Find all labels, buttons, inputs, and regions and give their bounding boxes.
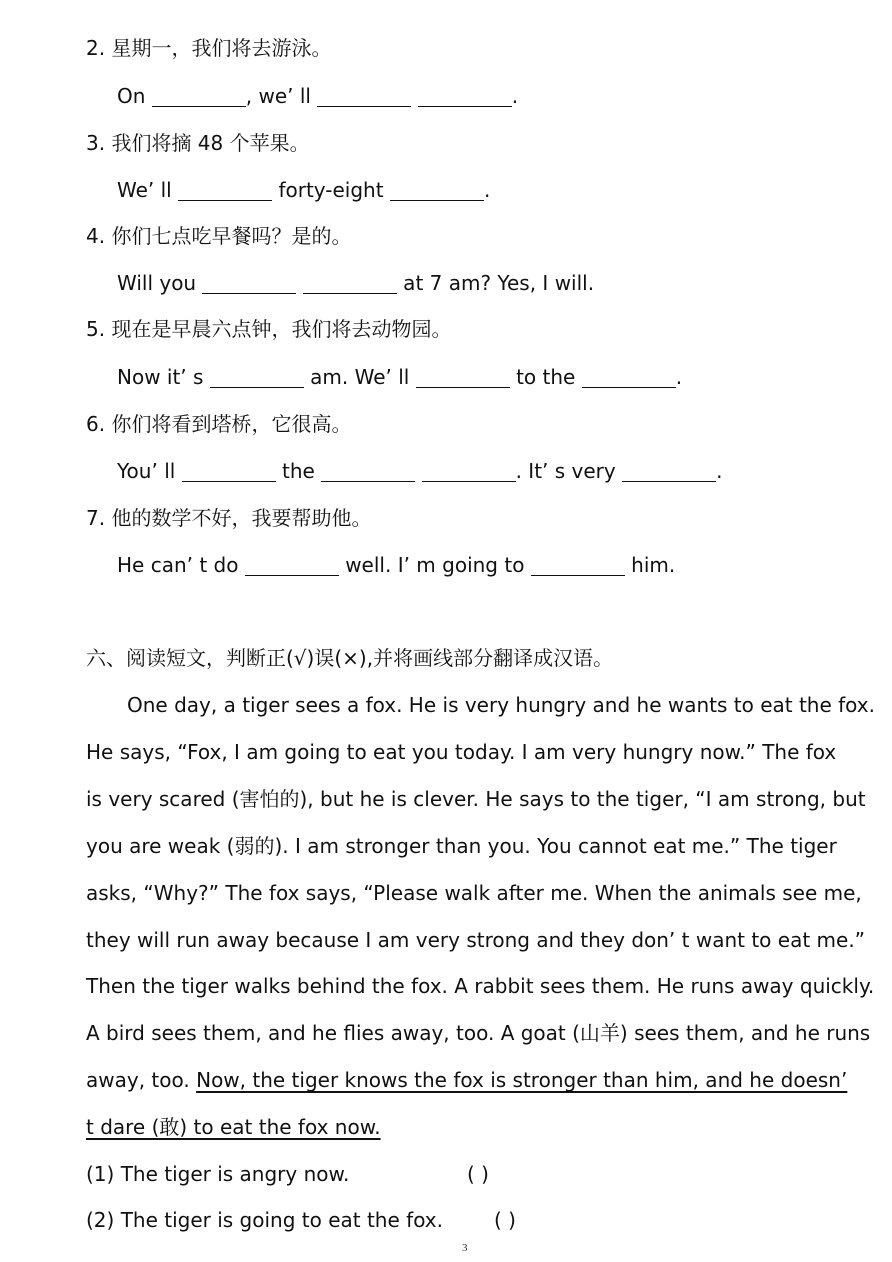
passage-line	[86, 1113, 856, 1141]
passage-line: you are weak (弱的). I am stronger than you. You cannot eat me.” The tiger	[86, 834, 837, 858]
question-prompt	[86, 129, 310, 157]
answer-blank[interactable]	[182, 459, 276, 482]
question-prompt	[86, 222, 351, 250]
question-prompt	[86, 504, 371, 532]
judgment-statement: (2) The tiger is going to eat the fox.	[86, 1208, 444, 1232]
underlined-sentence: Now, the tiger knows the fox is stronger than him, and he doesn’	[196, 1068, 848, 1092]
chinese-sentence: 他的数学不好，我要帮助他。	[111, 506, 372, 530]
question-number: 3.	[86, 131, 106, 155]
chinese-sentence: 现在是早晨六点钟，我们将去动物园。	[111, 317, 452, 341]
question-prompt	[86, 315, 451, 343]
question-number: 2.	[86, 36, 106, 60]
chinese-sentence: 你们七点吃早餐吗？是的。	[111, 224, 352, 248]
answer-blank[interactable]	[582, 365, 676, 388]
answer-blank[interactable]	[422, 459, 516, 482]
answer-blank[interactable]	[202, 271, 296, 294]
answer-blank[interactable]	[418, 84, 512, 107]
question-prompt	[86, 34, 331, 62]
answer-blank[interactable]	[178, 178, 272, 201]
chinese-sentence: 你们将看到塔桥，它很高。	[111, 412, 352, 436]
answer-line: Will you at 7 am? Yes, I will.	[117, 271, 595, 295]
answer-parentheses[interactable]: ( )	[467, 1162, 489, 1186]
answer-line: We’ ll forty-eight .	[117, 178, 491, 202]
passage-line: is very scared (害怕的), but he is clever. He says to the tiger, “I am strong, but	[86, 787, 866, 811]
passage-line: A bird sees them, and he flies away, too. A goat (山羊) sees them, and he runs	[86, 1021, 871, 1045]
passage-line: they will run away because I am very strong and they don’ t want to eat me.”	[86, 928, 866, 952]
answer-line: He can’ t do well. I’ m going to him.	[117, 553, 676, 577]
page-number: 3	[462, 1242, 468, 1254]
passage-line: He says, “Fox, I am going to eat you today. I am very hungry now.” The fox	[86, 740, 837, 764]
answer-blank[interactable]	[390, 178, 484, 201]
passage-line: asks, “Why?” The fox says, “Please walk after me. When the animals see me,	[86, 881, 862, 905]
passage-line: Then the tiger walks behind the fox. A rabbit sees them. He runs away quickly.	[86, 974, 875, 998]
answer-blank[interactable]	[622, 459, 716, 482]
passage-line: One day, a tiger sees a fox. He is very hungry and he wants to eat the fox.	[127, 693, 875, 717]
judgment-statement: (1) The tiger is angry now.	[86, 1162, 350, 1186]
answer-blank[interactable]	[210, 365, 304, 388]
answer-parentheses[interactable]: ( )	[494, 1208, 516, 1232]
question-prompt	[86, 410, 351, 438]
question-number: 5.	[86, 317, 106, 341]
answer-blank[interactable]	[245, 553, 339, 576]
answer-line: On , we’ ll .	[117, 84, 519, 108]
answer-blank[interactable]	[152, 84, 246, 107]
chinese-sentence: 我们将摘 48 个苹果。	[111, 131, 310, 155]
passage-line: away, too. Now, the tiger knows the fox is stronger than him, and he doesn’	[86, 1068, 848, 1092]
answer-line: Now it’ s am. We’ ll to the .	[117, 365, 683, 389]
question-number: 4.	[86, 224, 106, 248]
section-heading: 六、阅读短文，判断正(√)误(×),并将画线部分翻译成汉语。	[86, 646, 614, 670]
question-number: 7.	[86, 506, 106, 530]
question-number: 6.	[86, 412, 106, 436]
chinese-sentence: 星期一，我们将去游泳。	[111, 36, 332, 60]
answer-blank[interactable]	[531, 553, 625, 576]
answer-line: You’ ll the . It’ s very .	[117, 459, 723, 483]
underlined-sentence: t dare (敢) to eat the fox now.	[86, 1115, 381, 1139]
answer-blank[interactable]	[321, 459, 415, 482]
answer-blank[interactable]	[416, 365, 510, 388]
answer-blank[interactable]	[303, 271, 397, 294]
answer-blank[interactable]	[317, 84, 411, 107]
